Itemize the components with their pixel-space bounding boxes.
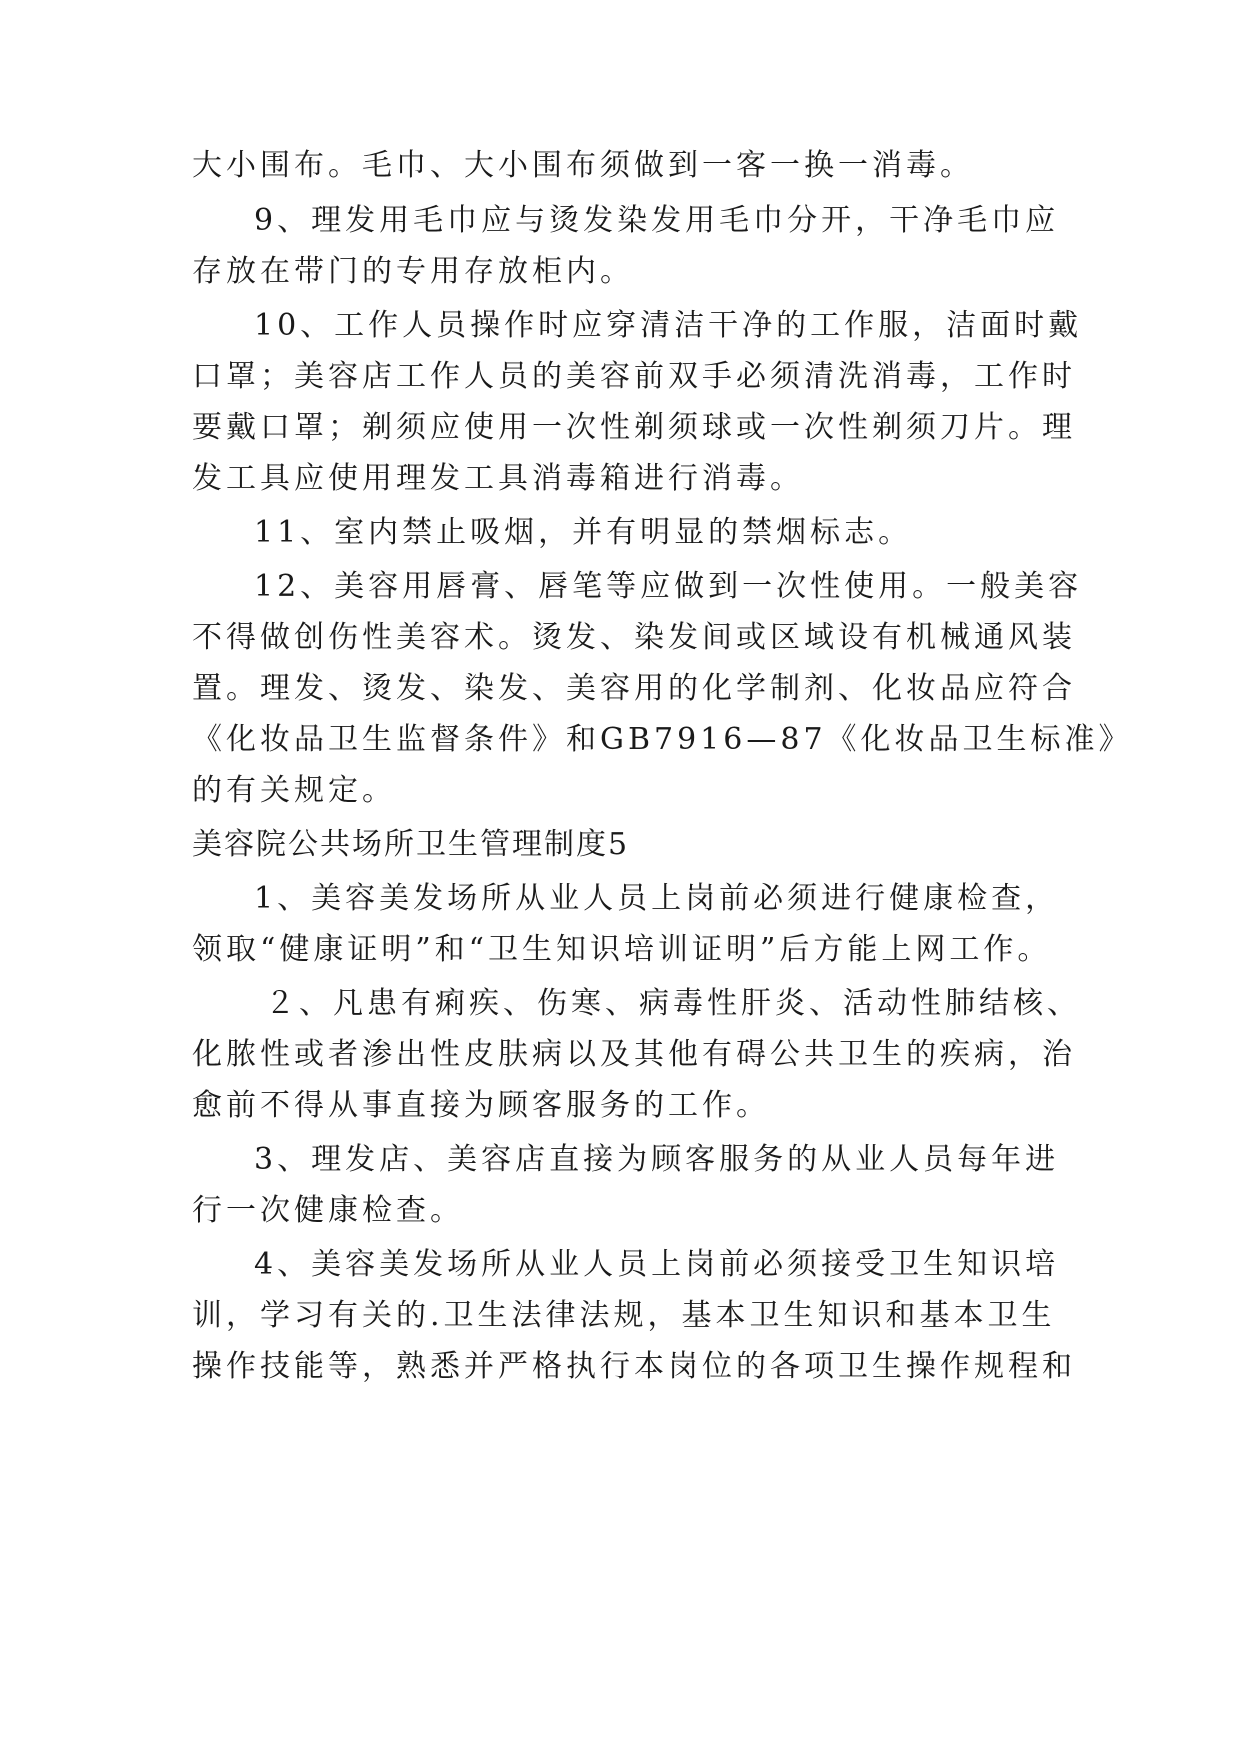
text-line: 4、美容美发场所从业人员上岗前必须接受卫生知识培 bbox=[254, 1247, 1060, 1282]
text-line: 愈前不得从事直接为顾客服务的工作。 bbox=[192, 1088, 770, 1123]
text-line: 领取“健康证明”和“卫生知识培训证明”后方能上网工作。 bbox=[192, 932, 1052, 967]
text-line: 化脓性或者渗出性皮肤病以及其他有碍公共卫生的疾病，治 bbox=[192, 1037, 1076, 1072]
text-line: 要戴口罩；剃须应使用一次性剃须球或一次性剃须刀片。理 bbox=[192, 410, 1076, 445]
text-line: 《化妆品卫生监督条件》和GB7916—87《化妆品卫生标准》 bbox=[192, 722, 1133, 757]
text-line: 3、理发店、美容店直接为顾客服务的从业人员每年进 bbox=[254, 1142, 1060, 1177]
text-line: ２、凡患有痢疾、伤寒、病毒性肝炎、活动性肺结核、 bbox=[265, 986, 1081, 1021]
text-line: 12、美容用唇膏、唇笔等应做到一次性使用。一般美容 bbox=[254, 569, 1083, 604]
text-line: 10、工作人员操作时应穿清洁干净的工作服，洁面时戴 bbox=[254, 308, 1083, 343]
text-line: 1、美容美发场所从业人员上岗前必须进行健康检查， bbox=[254, 881, 1060, 916]
text-line: 的有关规定。 bbox=[192, 773, 396, 808]
text-line: 发工具应使用理发工具消毒箱进行消毒。 bbox=[192, 461, 804, 496]
text-line: 口罩；美容店工作人员的美容前双手必须清洗消毒，工作时 bbox=[192, 359, 1076, 394]
text-line: 11、室内禁止吸烟，并有明显的禁烟标志。 bbox=[254, 515, 913, 550]
text-line: 训，学习有关的.卫生法律法规，基本卫生知识和基本卫生 bbox=[192, 1298, 1056, 1333]
text-line: 置。理发、烫发、染发、美容用的化学制剂、化妆品应符合 bbox=[192, 671, 1076, 706]
text-line: 不得做创伤性美容术。烫发、染发间或区域设有机械通风装 bbox=[192, 620, 1076, 655]
text-line: 9、理发用毛巾应与烫发染发用毛巾分开，干净毛巾应 bbox=[254, 203, 1060, 238]
text-line: 存放在带门的专用存放柜内。 bbox=[192, 254, 634, 289]
text-line: 操作技能等，熟悉并严格执行本岗位的各项卫生操作规程和 bbox=[192, 1349, 1076, 1384]
section-heading: 美容院公共场所卫生管理制度5 bbox=[192, 827, 630, 862]
text-line: 大小围布。毛巾、大小围布须做到一客一换一消毒。 bbox=[192, 148, 974, 183]
text-line: 行一次健康检查。 bbox=[192, 1193, 464, 1228]
